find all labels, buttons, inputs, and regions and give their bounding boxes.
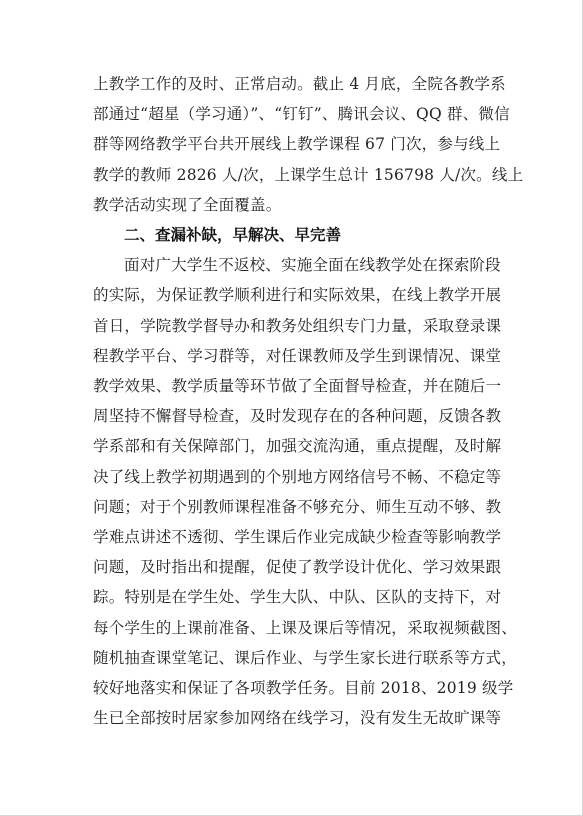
text-line: 部通过“超星（学习通）”、“钉钉”、腾讯会议、QQ 群、微信 [93, 105, 510, 124]
text-line: 随机抽查课堂笔记、课后作业、与学生家长进行联系等方式， [93, 648, 517, 667]
text-line: 问题，及时指出和提醒，促使了教学设计优化、学习效果跟 [93, 558, 502, 577]
text-line: 教学的教师 2826 人/次，上课学生总计 156798 人/次。线上 [93, 165, 524, 184]
text-line: 每个学生的上课前准备、上课及课后等情况，采取视频截图、 [93, 618, 517, 637]
text-line: 首日，学院教学督导办和教务处组织专门力量，采取登录课 [93, 316, 502, 335]
text-line: 生已全部按时居家参加网络在线学习，没有发生无故旷课等 [93, 709, 502, 728]
text-line: 程教学平台、学习群等，对任课教师及学生到课情况、课堂 [93, 346, 502, 365]
text-line: 学难点讲述不透彻、学生课后作业完成缺少检查等影响教学 [93, 528, 502, 547]
text-line: 周坚持不懈督导检查，及时发现存在的各种问题，反馈各教 [93, 407, 502, 426]
text-line: 群等网络教学平台共开展线上教学课程 67 门次，参与线上 [93, 135, 501, 154]
text-line: 上教学工作的及时、正常启动。截止 4 月底，全院各教学系 [93, 75, 506, 93]
text-line: 踪。特别是在学生处、学生大队、中队、区队的支持下，对 [93, 588, 502, 607]
text-line: 较好地落实和保证了各项教学任务。目前 2018、2019 级学 [93, 679, 514, 698]
paragraph-teaching-coverage [93, 69, 524, 220]
text-line: 教学活动实现了全面覆盖。 [93, 195, 282, 214]
text-line: 教学效果、教学质量等环节做了全面督导检查，并在随后一 [93, 377, 502, 396]
text-line: 面对广大学生不返校、实施全面在线教学处在探索阶段 [124, 256, 501, 275]
text-line: 问题；对于个别教师课程准备不够充分、师生互动不够、教 [93, 497, 502, 516]
section-heading: 二、查漏补缺，早解决、早完善 [124, 226, 342, 245]
document-body [93, 69, 524, 733]
paragraph-supervision [93, 250, 517, 733]
text-line: 的实际，为保证教学顺利进行和实际效果，在线上教学开展 [93, 286, 502, 305]
text-line: 决了线上教学初期遇到的个别地方网络信号不畅、不稳定等 [93, 467, 502, 486]
text-line: 学系部和有关保障部门，加强交流沟通，重点提醒，及时解 [93, 437, 502, 456]
